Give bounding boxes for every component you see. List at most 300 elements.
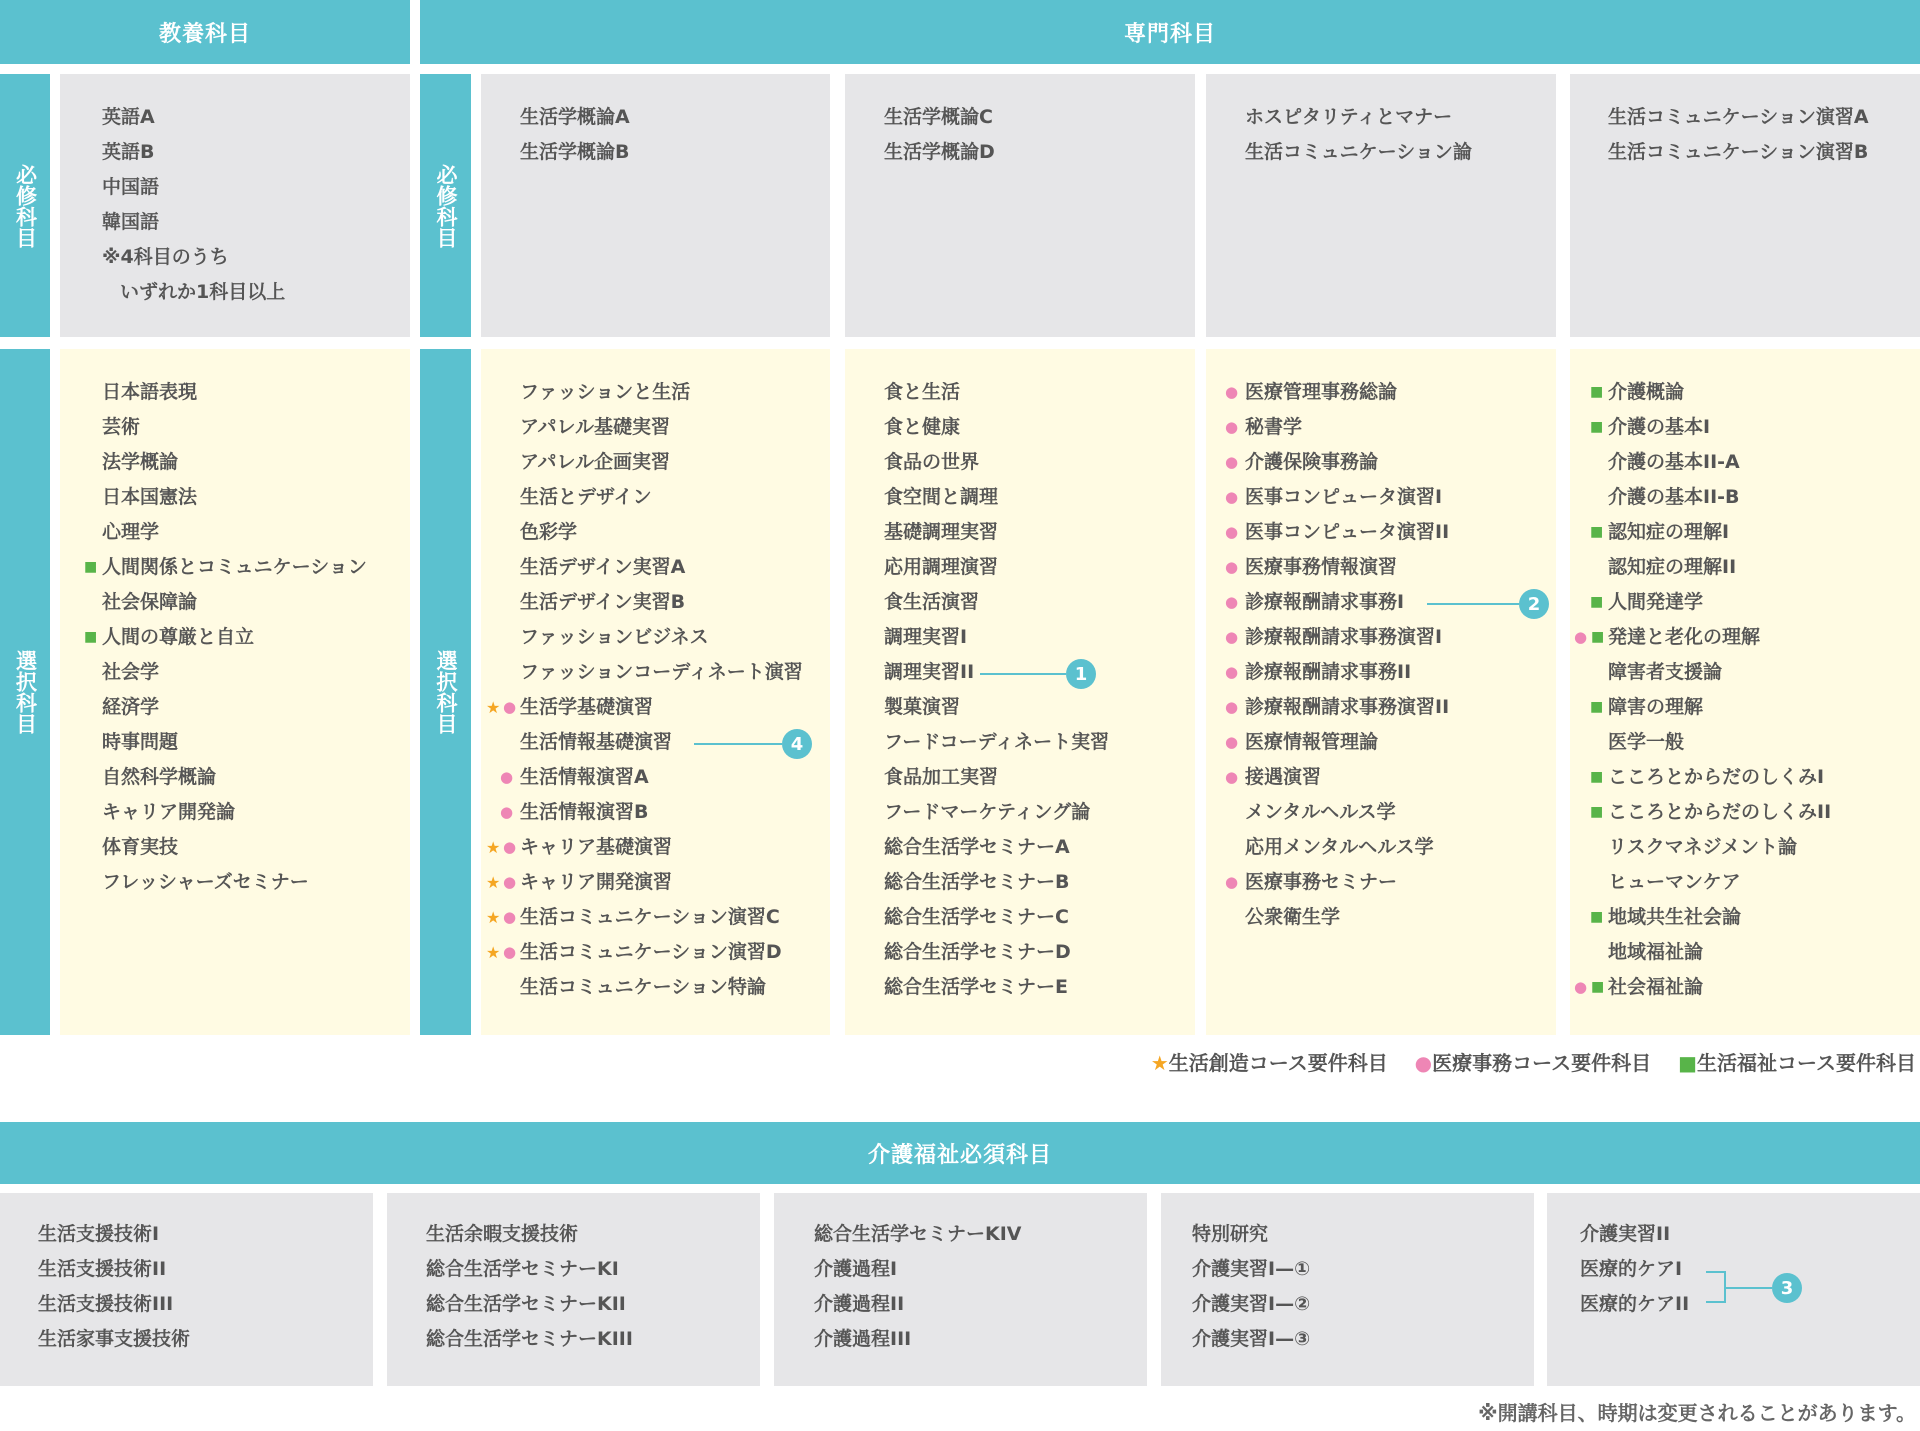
dot-marker-icon: ● xyxy=(1225,453,1239,471)
subject-name: ファッションビジネス xyxy=(520,626,709,648)
subject-item xyxy=(500,760,803,795)
star-marker-icon: ★ xyxy=(486,838,501,857)
subject-name: 総合生活学セミナーE xyxy=(884,976,1068,998)
square-marker-icon: ■ xyxy=(84,629,98,645)
subject-item xyxy=(1225,725,1449,760)
subject-item xyxy=(1225,655,1449,690)
subject-name: 経済学 xyxy=(102,696,160,718)
legend-square-label: 生活福祉コース要件科目 xyxy=(1697,1051,1916,1075)
dot-marker-icon: ● xyxy=(1225,768,1239,786)
subject-name: 生活学基礎演習 xyxy=(520,696,654,718)
square-marker-icon: ■ xyxy=(1591,629,1605,645)
subject-item xyxy=(102,795,367,830)
subject-name: 公衆衛生学 xyxy=(1245,906,1341,928)
subject-item xyxy=(426,1252,633,1287)
callout-1-badge: 1 xyxy=(1066,659,1096,689)
subject-name: 体育実技 xyxy=(102,836,179,858)
subject-name: 食品の世界 xyxy=(884,451,980,473)
subject-item xyxy=(1608,725,1831,760)
subject-item xyxy=(520,445,803,480)
subject-item xyxy=(102,830,367,865)
subject-item xyxy=(426,1217,633,1252)
subject-name: 食空間と調理 xyxy=(884,486,999,508)
subject-item xyxy=(102,275,285,310)
spec-elective-list-3 xyxy=(1225,375,1450,935)
subject-name: 認知症の理解I xyxy=(1608,521,1730,543)
subject-item xyxy=(1574,970,1831,1005)
subject-name: 生活コミュニケーション論 xyxy=(1245,141,1472,163)
subject-name: 基礎調理実習 xyxy=(884,521,999,543)
subject-item xyxy=(1590,795,1832,830)
dot-marker-icon: ● xyxy=(1414,1051,1433,1075)
subject-item xyxy=(884,830,1109,865)
dot-marker-icon: ● xyxy=(1225,488,1239,506)
subject-name: 中国語 xyxy=(102,176,160,198)
care-list-3 xyxy=(814,1217,1022,1357)
subject-name: 医療的ケアI xyxy=(1580,1258,1683,1280)
subject-name: ※4科目のうち xyxy=(102,246,229,268)
subject-name: 障害者支援論 xyxy=(1608,661,1723,683)
subject-name: 食と生活 xyxy=(884,381,961,403)
general-elective-list xyxy=(84,375,367,900)
subject-name: 調理実習I xyxy=(884,626,968,648)
dot-marker-icon: ● xyxy=(1574,978,1588,996)
square-marker-icon: ■ xyxy=(1590,769,1604,785)
subject-item xyxy=(884,620,1109,655)
legend-star-label: 生活創造コース要件科目 xyxy=(1168,1051,1388,1075)
square-marker-icon: ■ xyxy=(1590,524,1604,540)
subject-name: ファッションコーディネート演習 xyxy=(520,661,803,683)
square-marker-icon: ■ xyxy=(1590,419,1604,435)
dot-marker-icon: ● xyxy=(503,873,517,891)
care-list-5 xyxy=(1580,1217,1689,1322)
subject-item xyxy=(102,100,285,135)
callout-3-badge: 3 xyxy=(1772,1273,1802,1303)
subject-item xyxy=(884,585,1109,620)
subject-name: 介護過程II xyxy=(814,1293,905,1315)
subject-item xyxy=(884,550,1109,585)
subject-item xyxy=(486,935,803,970)
subject-item xyxy=(884,900,1109,935)
callout-4-line xyxy=(694,743,782,745)
subject-item xyxy=(102,690,367,725)
subject-item xyxy=(38,1287,190,1322)
subject-name: 地域福祉論 xyxy=(1608,941,1704,963)
subject-name: 介護実習I—② xyxy=(1192,1293,1311,1315)
subject-item xyxy=(1608,445,1831,480)
subject-item xyxy=(884,100,995,135)
subject-name: 介護の基本II-B xyxy=(1608,486,1740,508)
subject-name: 生活コミュニケーション演習C xyxy=(520,906,780,928)
subject-name: 食生活演習 xyxy=(884,591,980,613)
subject-item xyxy=(486,830,803,865)
subject-item xyxy=(486,865,803,900)
subject-name: 総合生活学セミナーB xyxy=(884,871,1070,893)
subject-item xyxy=(1590,375,1831,410)
subject-name: 総合生活学セミナーKI xyxy=(426,1258,619,1280)
subject-item xyxy=(1590,900,1831,935)
subject-name: 介護の基本I xyxy=(1608,416,1711,438)
dot-marker-icon: ● xyxy=(1225,418,1239,436)
star-marker-icon: ★ xyxy=(486,943,501,962)
subject-name: 生活デザイン実習A xyxy=(520,556,686,578)
subject-name: 生活デザイン実習B xyxy=(520,591,686,613)
subject-name: 介護実習I—① xyxy=(1192,1258,1311,1280)
subject-name: 社会福祉論 xyxy=(1608,976,1704,998)
subject-name: フードマーケティング論 xyxy=(884,801,1091,823)
callout-2-badge: 2 xyxy=(1519,589,1549,619)
subject-name: こころとからだのしくみI xyxy=(1608,766,1825,788)
subject-name: 英語B xyxy=(102,141,155,163)
subject-name: キャリア開発演習 xyxy=(520,871,673,893)
dot-marker-icon: ● xyxy=(503,908,517,926)
star-marker-icon: ★ xyxy=(486,908,501,927)
subject-item xyxy=(102,725,367,760)
subject-name: メンタルヘルス学 xyxy=(1245,801,1396,823)
subject-name: 生活コミュニケーション特論 xyxy=(520,976,766,998)
schedule-change-note: ※開講科目、時期は変更されることがあります。 xyxy=(1478,1401,1916,1425)
subject-name: 日本国憲法 xyxy=(102,486,198,508)
subject-item xyxy=(1245,135,1472,170)
subject-item xyxy=(1580,1217,1689,1252)
subject-name: 診療報酬請求事務II xyxy=(1245,661,1412,683)
subject-name: 生活支援技術III xyxy=(38,1293,174,1315)
spec-required-list-1 xyxy=(520,100,630,170)
dot-marker-icon: ● xyxy=(1574,628,1588,646)
subject-name: 接遇演習 xyxy=(1245,766,1322,788)
subject-item xyxy=(426,1287,633,1322)
subject-item xyxy=(38,1217,190,1252)
subject-name: 医療管理事務総論 xyxy=(1245,381,1398,403)
subject-item xyxy=(520,480,803,515)
subject-name: 生活学概論C xyxy=(884,106,993,128)
subject-name: リスクマネジメント論 xyxy=(1608,836,1798,858)
subject-item xyxy=(1225,620,1449,655)
subject-item xyxy=(884,480,1109,515)
square-marker-icon: ■ xyxy=(1590,594,1604,610)
subject-item xyxy=(1608,100,1869,135)
subject-item xyxy=(1192,1217,1310,1252)
subject-name: 医療事務情報演習 xyxy=(1245,556,1398,578)
subject-name: 食品加工実習 xyxy=(884,766,999,788)
subject-name: 生活家事支援技術 xyxy=(38,1328,191,1350)
subject-item xyxy=(1590,410,1831,445)
subject-item xyxy=(38,1252,190,1287)
subject-name: 生活情報演習B xyxy=(520,801,649,823)
subject-item xyxy=(84,620,367,655)
subject-name: 秘書学 xyxy=(1245,416,1303,438)
subject-name: 応用調理演習 xyxy=(884,556,999,578)
subject-item xyxy=(38,1322,190,1357)
square-marker-icon: ■ xyxy=(1590,804,1604,820)
subject-item xyxy=(1225,515,1450,550)
dot-marker-icon: ● xyxy=(1225,733,1239,751)
subject-item xyxy=(884,795,1109,830)
subject-item xyxy=(520,585,803,620)
subject-item xyxy=(814,1252,1022,1287)
subject-item xyxy=(884,445,1109,480)
subject-name: 生活余暇支援技術 xyxy=(426,1223,579,1245)
subject-item xyxy=(520,100,630,135)
subject-name: 地域共生社会論 xyxy=(1608,906,1742,928)
subject-name: 特別研究 xyxy=(1192,1223,1269,1245)
subject-name: 介護実習I—③ xyxy=(1192,1328,1311,1350)
callout-2-line xyxy=(1427,603,1519,605)
subject-item xyxy=(1608,865,1831,900)
subject-name: 法学概論 xyxy=(102,451,179,473)
subject-item xyxy=(1192,1287,1310,1322)
subject-name: ファッションと生活 xyxy=(520,381,691,403)
subject-name: 総合生活学セミナーKIV xyxy=(814,1223,1022,1245)
subject-name: 日本語表現 xyxy=(102,381,198,403)
subject-name: 心理学 xyxy=(102,521,160,543)
spec-required-list-4 xyxy=(1608,100,1869,170)
spec-elective-list-2 xyxy=(884,375,1109,1005)
subject-item xyxy=(102,515,367,550)
subject-item xyxy=(884,135,995,170)
subject-item xyxy=(520,410,803,445)
dot-marker-icon: ● xyxy=(1225,628,1239,646)
subject-name: アパレル基礎実習 xyxy=(520,416,671,438)
subject-name: 医療事務セミナー xyxy=(1245,871,1398,893)
subject-item xyxy=(102,445,367,480)
dot-marker-icon: ● xyxy=(500,803,514,821)
subject-item xyxy=(1590,515,1831,550)
subject-name: 芸術 xyxy=(102,416,141,438)
subject-name: 総合生活学セミナーKIII xyxy=(426,1328,633,1350)
subject-item xyxy=(1580,1287,1689,1322)
subject-name: 時事問題 xyxy=(102,731,179,753)
subject-item xyxy=(1608,135,1869,170)
subject-name: 生活コミュニケーション演習D xyxy=(520,941,782,963)
subject-name: 介護の基本II-A xyxy=(1608,451,1740,473)
subject-item xyxy=(1225,550,1449,585)
dot-marker-icon: ● xyxy=(1225,593,1239,611)
subject-name: 総合生活学セミナーC xyxy=(884,906,1069,928)
subject-item xyxy=(1225,480,1449,515)
subject-item xyxy=(426,1322,633,1357)
spec-elective-list-1 xyxy=(486,375,803,1005)
subject-name: 生活とデザイン xyxy=(520,486,652,508)
subject-item xyxy=(102,585,367,620)
subject-item xyxy=(1608,550,1831,585)
subject-item xyxy=(102,865,367,900)
dot-marker-icon: ● xyxy=(1225,873,1239,891)
subject-name: キャリア開発論 xyxy=(102,801,236,823)
square-marker-icon: ■ xyxy=(1678,1051,1697,1075)
subject-item xyxy=(884,515,1109,550)
dot-marker-icon: ● xyxy=(500,768,514,786)
subject-item xyxy=(520,655,803,690)
square-marker-icon: ■ xyxy=(1590,384,1604,400)
subject-item xyxy=(1608,480,1831,515)
subject-name: 医学一般 xyxy=(1608,731,1685,753)
dot-marker-icon: ● xyxy=(1225,558,1239,576)
subject-name: 韓国語 xyxy=(102,211,160,233)
subject-item xyxy=(102,170,285,205)
subject-item xyxy=(884,760,1109,795)
dot-marker-icon: ● xyxy=(1225,698,1239,716)
subject-item xyxy=(520,135,630,170)
subject-name: 生活支援技術I xyxy=(38,1223,160,1245)
subject-name: 介護保険事務論 xyxy=(1245,451,1379,473)
subject-item xyxy=(1192,1252,1310,1287)
subject-name: こころとからだのしくみII xyxy=(1608,801,1832,823)
subject-name: 食と健康 xyxy=(884,416,961,438)
subject-name: 生活情報演習A xyxy=(520,766,649,788)
subject-item xyxy=(1225,585,1449,620)
subject-name: 応用メンタルヘルス学 xyxy=(1245,836,1434,858)
care-list-2 xyxy=(426,1217,633,1357)
spec-elective-list-4 xyxy=(1574,375,1832,1005)
subject-item xyxy=(814,1217,1022,1252)
subject-item xyxy=(1225,760,1449,795)
subject-item xyxy=(500,795,803,830)
dot-marker-icon: ● xyxy=(503,698,517,716)
subject-item xyxy=(102,375,367,410)
subject-name: 社会保障論 xyxy=(102,591,198,613)
dot-marker-icon: ● xyxy=(1225,383,1239,401)
subject-name: 生活コミュニケーション演習A xyxy=(1608,106,1869,128)
subject-name: 総合生活学セミナーD xyxy=(884,941,1071,963)
subject-name: 製菓演習 xyxy=(884,696,961,718)
square-marker-icon: ■ xyxy=(1590,699,1604,715)
subject-item xyxy=(102,655,367,690)
subject-name: 総合生活学セミナーKII xyxy=(426,1293,626,1315)
subject-item xyxy=(884,410,1109,445)
subject-item xyxy=(1225,375,1449,410)
subject-name: 診療報酬請求事務演習I xyxy=(1245,626,1443,648)
subject-name: 介護過程III xyxy=(814,1328,912,1350)
subject-item xyxy=(102,760,367,795)
subject-item xyxy=(1608,935,1831,970)
subject-name: 生活学概論B xyxy=(520,141,630,163)
subject-name: ヒューマンケア xyxy=(1608,871,1741,893)
subject-item xyxy=(884,725,1109,760)
subject-name: 人間の尊厳と自立 xyxy=(102,626,255,648)
square-marker-icon: ■ xyxy=(1590,909,1604,925)
subject-item xyxy=(1590,690,1831,725)
subject-item xyxy=(1590,585,1831,620)
subject-item xyxy=(1574,620,1831,655)
subject-item xyxy=(486,900,803,935)
subject-item xyxy=(884,970,1109,1005)
subject-name: 総合生活学セミナーA xyxy=(884,836,1070,858)
general-required-list xyxy=(102,100,285,310)
general-subjects-header: 教養科目 xyxy=(0,0,410,64)
callout-3-line xyxy=(1726,1287,1772,1289)
subject-item xyxy=(1590,760,1831,795)
subject-name: 自然科学概論 xyxy=(102,766,217,788)
square-marker-icon: ■ xyxy=(84,559,98,575)
subject-item xyxy=(814,1322,1022,1357)
subject-name: いずれか1科目以上 xyxy=(120,281,286,303)
subject-name: 認知症の理解II xyxy=(1608,556,1737,578)
subject-item xyxy=(884,375,1109,410)
square-marker-icon: ■ xyxy=(1591,979,1605,995)
callout-3-bracket xyxy=(1706,1271,1726,1303)
subject-name: 診療報酬請求事務演習II xyxy=(1245,696,1450,718)
subject-name: 人間関係とコミュニケーション xyxy=(102,556,367,578)
subject-name: フードコーディネート実習 xyxy=(884,731,1110,753)
subject-item xyxy=(1225,445,1449,480)
subject-name: 英語A xyxy=(102,106,155,128)
subject-name: 生活情報基礎演習 xyxy=(520,731,673,753)
subject-item xyxy=(102,410,367,445)
subject-item xyxy=(1225,410,1449,445)
subject-item xyxy=(1608,830,1831,865)
subject-name: 介護実習II xyxy=(1580,1223,1671,1245)
subject-item xyxy=(520,375,803,410)
subject-name: 介護過程I xyxy=(814,1258,898,1280)
subject-item xyxy=(1245,830,1449,865)
subject-item xyxy=(520,550,803,585)
dot-marker-icon: ● xyxy=(503,838,517,856)
subject-name: 医事コンピュータ演習II xyxy=(1245,521,1450,543)
general-required-side-label: 必修科目 xyxy=(0,74,50,337)
star-marker-icon: ★ xyxy=(486,698,501,717)
subject-item xyxy=(1608,655,1831,690)
spec-required-list-2 xyxy=(884,100,995,170)
care-list-4 xyxy=(1192,1217,1310,1357)
legend-dot-label: 医療事務コース要件科目 xyxy=(1432,1051,1652,1075)
subject-item xyxy=(1245,795,1449,830)
subject-name: 生活学概論D xyxy=(884,141,995,163)
subject-item xyxy=(884,690,1109,725)
star-marker-icon: ★ xyxy=(486,873,501,892)
subject-name: 医療的ケアII xyxy=(1580,1293,1690,1315)
subject-name: 生活コミュニケーション演習B xyxy=(1608,141,1869,163)
subject-name: 介護概論 xyxy=(1608,381,1685,403)
dot-marker-icon: ● xyxy=(1225,663,1239,681)
general-elective-side-label: 選択科目 xyxy=(0,349,50,1035)
subject-item xyxy=(84,550,367,585)
subject-name: 医事コンピュータ演習I xyxy=(1245,486,1443,508)
subject-item xyxy=(1580,1252,1689,1287)
subject-item xyxy=(1245,900,1449,935)
subject-item xyxy=(102,205,285,240)
subject-name: ホスピタリティとマナー xyxy=(1245,106,1453,128)
care-list-1 xyxy=(38,1217,190,1357)
subject-name: キャリア基礎演習 xyxy=(520,836,673,858)
subject-name: 社会学 xyxy=(102,661,160,683)
course-legend xyxy=(1151,1047,1916,1076)
dot-marker-icon: ● xyxy=(503,943,517,961)
callout-4-badge: 4 xyxy=(782,729,812,759)
subject-name: 生活支援技術II xyxy=(38,1258,167,1280)
subject-name: 発達と老化の理解 xyxy=(1608,626,1761,648)
subject-item xyxy=(520,515,803,550)
subject-item xyxy=(486,690,803,725)
subject-name: 調理実習II xyxy=(884,661,975,683)
spec-elective-side-label: 選択科目 xyxy=(420,349,471,1035)
subject-name: 障害の理解 xyxy=(1608,696,1704,718)
subject-item xyxy=(520,620,803,655)
callout-1-line xyxy=(980,673,1066,675)
subject-name: 人間発達学 xyxy=(1608,591,1704,613)
subject-name: アパレル企画実習 xyxy=(520,451,671,473)
subject-name: フレッシャーズセミナー xyxy=(102,871,309,893)
spec-required-list-3 xyxy=(1245,100,1472,170)
subject-item xyxy=(102,480,367,515)
subject-item xyxy=(1225,690,1450,725)
subject-item xyxy=(1192,1322,1310,1357)
subject-item xyxy=(102,135,285,170)
subject-item xyxy=(1245,100,1472,135)
spec-required-side-label: 必修科目 xyxy=(420,74,471,337)
subject-item xyxy=(814,1287,1022,1322)
subject-item xyxy=(1225,865,1449,900)
